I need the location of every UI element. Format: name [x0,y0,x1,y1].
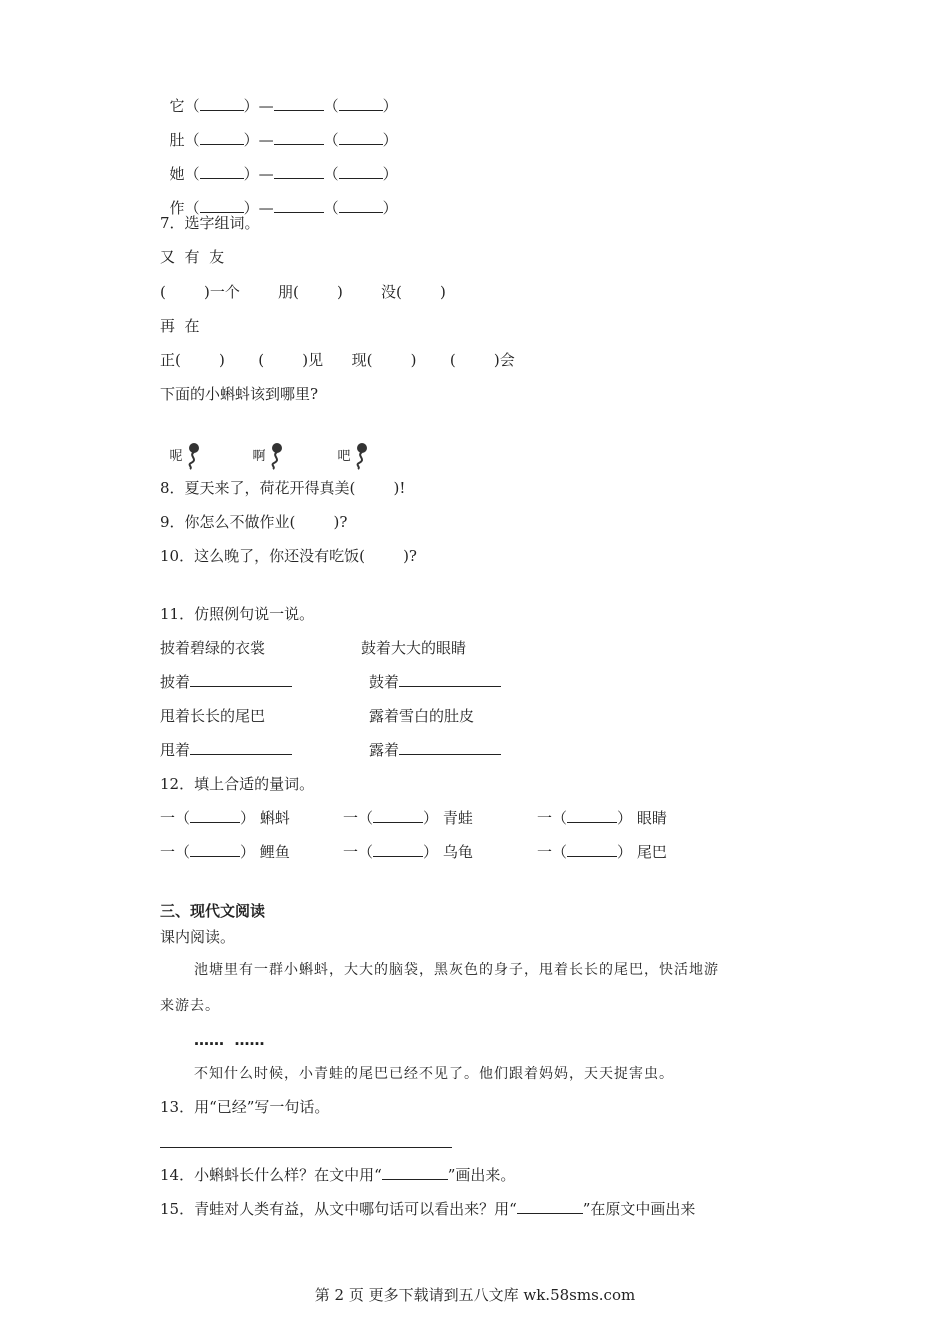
blank[interactable] [373,808,423,823]
section-heading: 三、现代文阅读 [160,902,266,920]
q6-char: 肚 [169,131,185,149]
passage-line-1b: 来游去。 [160,998,220,1014]
tadpole-icon [185,442,201,470]
q14: 14．小蝌蚪长什么样？在文中用“ ”画出来。 [160,1166,516,1184]
blank[interactable] [382,1165,448,1180]
q6-row-2: 肚（ ）— （ ） [169,131,398,149]
blank[interactable] [339,96,383,111]
q11-example-2: 鼓着大大的眼睛 [361,639,467,657]
tadpole-prompt: 下面的小蝌蚪该到哪里? [160,385,319,403]
q10: 10．这么晚了，你还没有吃饭( )? [160,547,417,565]
q6-char: 作 [169,199,185,217]
q6-row-1: 它（ ）— （ ） [169,97,398,115]
blank[interactable] [200,198,244,213]
q11-example-4: 露着雪白的肚皮 [369,707,475,725]
reading-intro: 课内阅读。 [160,928,236,946]
blank[interactable] [339,198,383,213]
tadpole-icon [268,442,284,470]
q12-item: 一（ ） 尾巴 [537,843,667,861]
q11-fill-2: 鼓着 [369,672,501,692]
blank[interactable] [399,672,501,687]
q8: 8．夏天来了，荷花开得真美( )! [160,479,406,497]
q11-fill-1: 披着 [160,672,292,692]
blank[interactable] [373,842,423,857]
q13: 13．用“已经”写一句话。 [160,1098,330,1116]
tadpole-icon [353,442,369,470]
blank[interactable] [399,740,501,755]
q12-title: 12．填上合适的量词。 [160,775,315,793]
q11-title: 11．仿照例句说一说。 [160,605,315,623]
q7-set1-line: ( )一个 朋( ) 没( ) [160,283,446,301]
blank[interactable] [517,1199,583,1214]
blank[interactable] [190,740,292,755]
passage-ellipsis: …… …… [194,1031,265,1049]
blank[interactable] [339,164,383,179]
q12-item: 一（ ） 鲤鱼 [160,843,290,861]
blank[interactable] [274,130,324,145]
q11-example-3: 甩着长长的尾巴 [160,707,266,725]
blank[interactable] [190,842,240,857]
blank[interactable] [200,164,244,179]
blank[interactable] [200,130,244,145]
blank[interactable] [200,96,244,111]
q15: 15．青蛙对人类有益，从文中哪句话可以看出来？用“ ”在原文中画出来 [160,1200,696,1218]
q12-item: 一（ ） 青蛙 [343,809,473,827]
q7-set2-line: 正( ) ( )见 现( ) ( )会 [160,351,515,369]
blank[interactable] [274,96,324,111]
blank[interactable] [274,198,324,213]
passage-line-2: 不知什么时候，小青蛙的尾巴已经不见了。他们跟着妈妈，天天捉害虫。 [194,1066,674,1082]
q7-title: 7．选字组词。 [160,214,260,232]
q9: 9．你怎么不做作业( )? [160,513,348,531]
q11-example-1: 披着碧绿的衣裳 [160,639,266,657]
page-footer: 第 2 页 更多下载请到五八文库 wk.58sms.com [314,1286,636,1304]
q11-fill-3: 甩着 [160,740,292,760]
tadpole-3[interactable]: 吧 [328,422,369,470]
answer-line[interactable] [160,1146,452,1148]
tadpole-2[interactable]: 啊 [243,422,284,470]
passage-line-1: 池塘里有一群小蝌蚪，大大的脑袋，黑灰色的身子，甩着长长的尾巴，快活地游 [194,962,719,978]
q12-item: 一（ ） 眼睛 [537,809,667,827]
q6-char: 她 [169,165,185,183]
q6-row-4: 作（ ）— （ ） [169,199,398,217]
q12-item: 一（ ） 乌龟 [343,843,473,861]
blank[interactable] [274,164,324,179]
blank[interactable] [339,130,383,145]
q6-row-3: 她（ ）— （ ） [169,165,398,183]
tadpole-1[interactable]: 呢 [160,422,201,470]
blank[interactable] [567,808,617,823]
q12-item: 一（ ） 蝌蚪 [160,809,290,827]
q11-fill-4: 露着 [369,740,501,760]
q7-set1: 又 有 友 [160,248,225,266]
q7-set2: 再 在 [160,317,200,335]
blank[interactable] [567,842,617,857]
q6-char: 它 [169,97,185,115]
blank[interactable] [190,672,292,687]
blank[interactable] [190,808,240,823]
